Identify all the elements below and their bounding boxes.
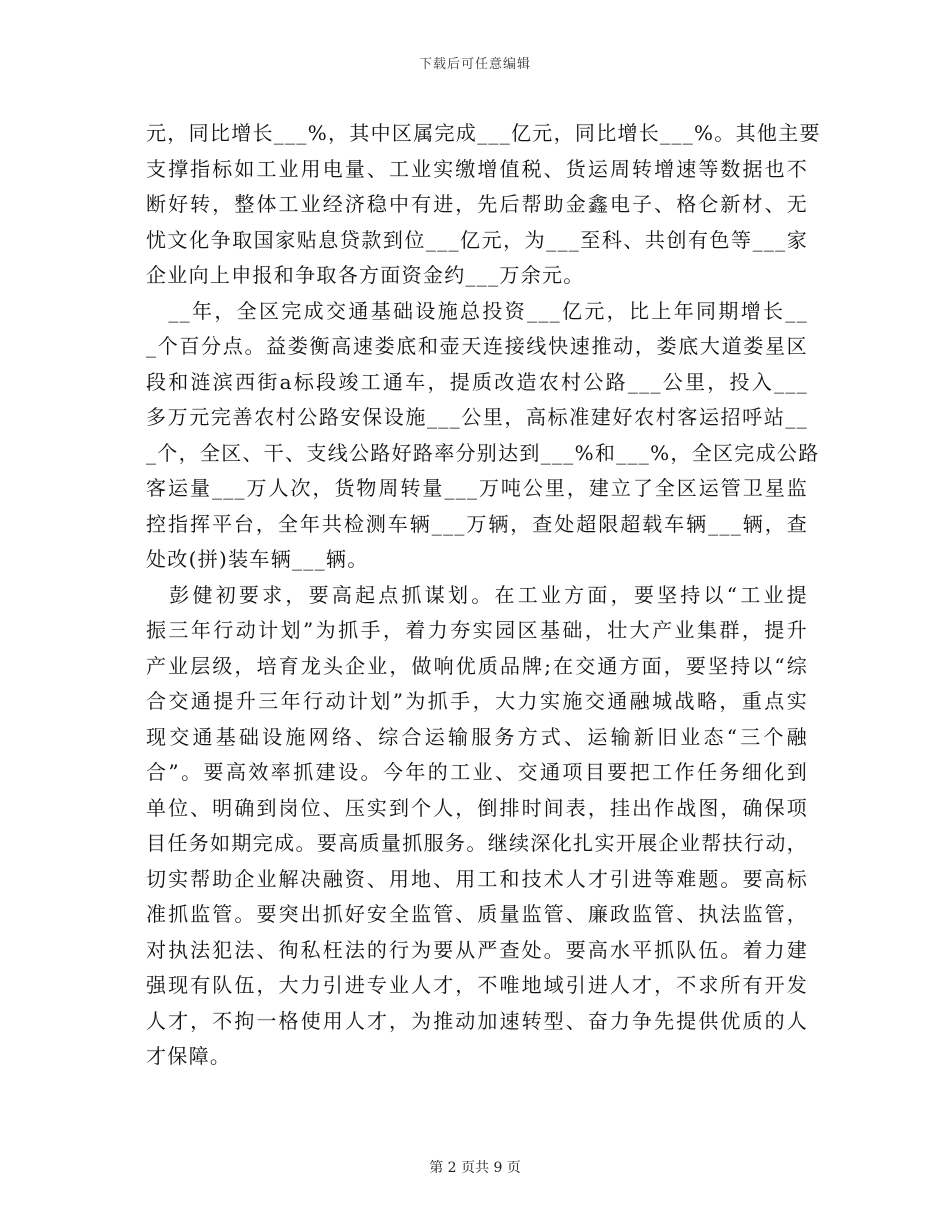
text-line: 人才，不拘一格使用人才，为推动加速转型、奋力争先提供优质的人 bbox=[146, 1008, 808, 1033]
text-line: 对执法犯法、徇私枉法的行为要从严查处。要高水平抓队伍。着力建 bbox=[146, 937, 808, 962]
text-line: 合”。要高效率抓建设。今年的工业、交通项目要把工作任务细化到 bbox=[146, 760, 808, 784]
text-line: 多万元完善农村公路安保设施___公里，高标准建好农村客运招呼站__ bbox=[146, 405, 808, 429]
text-line: 支撑指标如工业用电量、工业实缴增值税、货运周转增速等数据也不 bbox=[146, 156, 808, 181]
text-line: 断好转，整体工业经济稳中有进，先后帮助金鑫电子、格仑新材、无 bbox=[146, 192, 808, 216]
document-body bbox=[146, 116, 821, 1075]
text-line: 段和涟滨西街a标段竣工通车，提质改造农村公路___公里，投入___ bbox=[146, 369, 808, 394]
text-line: 强现有队伍，大力引进专业人才，不唯地域引进人才，不求所有开发 bbox=[146, 973, 808, 997]
text-line: 控指挥平台，全年共检测车辆___万辆，查处超限超载车辆___辆，查 bbox=[146, 511, 808, 536]
text-line: 目任务如期完成。要高质量抓服务。继续深化扎实开展企业帮扶行动， bbox=[146, 831, 808, 855]
text-line: 合交通提升三年行动计划”为抓手，大力实施交通融城战略，重点实 bbox=[146, 689, 808, 713]
text-line: 产业层级，培育龙头企业，做响优质品牌;在交通方面，要坚持以“综 bbox=[146, 653, 808, 678]
text-line: 单位、明确到岗位、压实到个人，倒排时间表，挂出作战图，确保项 bbox=[146, 795, 808, 820]
paragraph-transport-investment bbox=[146, 294, 820, 578]
text-line: 现交通基础设施网络、综合运输服务方式、运输新旧业态“三个融 bbox=[146, 724, 808, 749]
text-line: _个百分点。益娄衡高速娄底和壶天连接线快速推动，娄底大道娄星区 bbox=[146, 334, 808, 358]
text-line: _个，全区、干、支线公路好路率分别达到___%和___%，全区完成公路 bbox=[146, 440, 820, 465]
text-line: 处改(拼)装车辆___辆。 bbox=[146, 547, 369, 571]
paragraph-requirements bbox=[146, 578, 808, 1075]
text-line: 元，同比增长___%，其中区属完成___亿元，同比增长___%。其他主要 bbox=[146, 121, 821, 145]
text-line: 振三年行动计划”为抓手，着力夯实园区基础，壮大产业集群，提升 bbox=[146, 618, 808, 642]
text-line: 准抓监管。要突出抓好安全监管、质量监管、廉政监管、执法监管， bbox=[146, 902, 808, 926]
text-line: __年，全区完成交通基础设施总投资___亿元，比上年同期增长__ bbox=[146, 298, 808, 323]
text-line: 才保障。 bbox=[146, 1044, 232, 1068]
page-number-footer: 第 2 页共 9 页 bbox=[429, 1160, 521, 1176]
text-line: 切实帮助企业解决融资、用地、用工和技术人才引进等难题。要高标 bbox=[146, 866, 808, 891]
text-line: 客运量___万人次，货物周转量___万吨公里，建立了全区运管卫星监 bbox=[146, 476, 808, 500]
text-line: 彭健初要求，要高起点抓谋划。在工业方面，要坚持以“工业提 bbox=[146, 582, 808, 607]
text-line: 企业向上申报和争取各方面资金约___万余元。 bbox=[146, 263, 585, 287]
paragraph-industry-stats bbox=[146, 116, 821, 294]
page-header-note: 下载后可任意编辑 bbox=[418, 57, 531, 72]
text-line: 忧文化争取国家贴息贷款到位___亿元，为___至科、共创有色等___家 bbox=[146, 227, 808, 252]
